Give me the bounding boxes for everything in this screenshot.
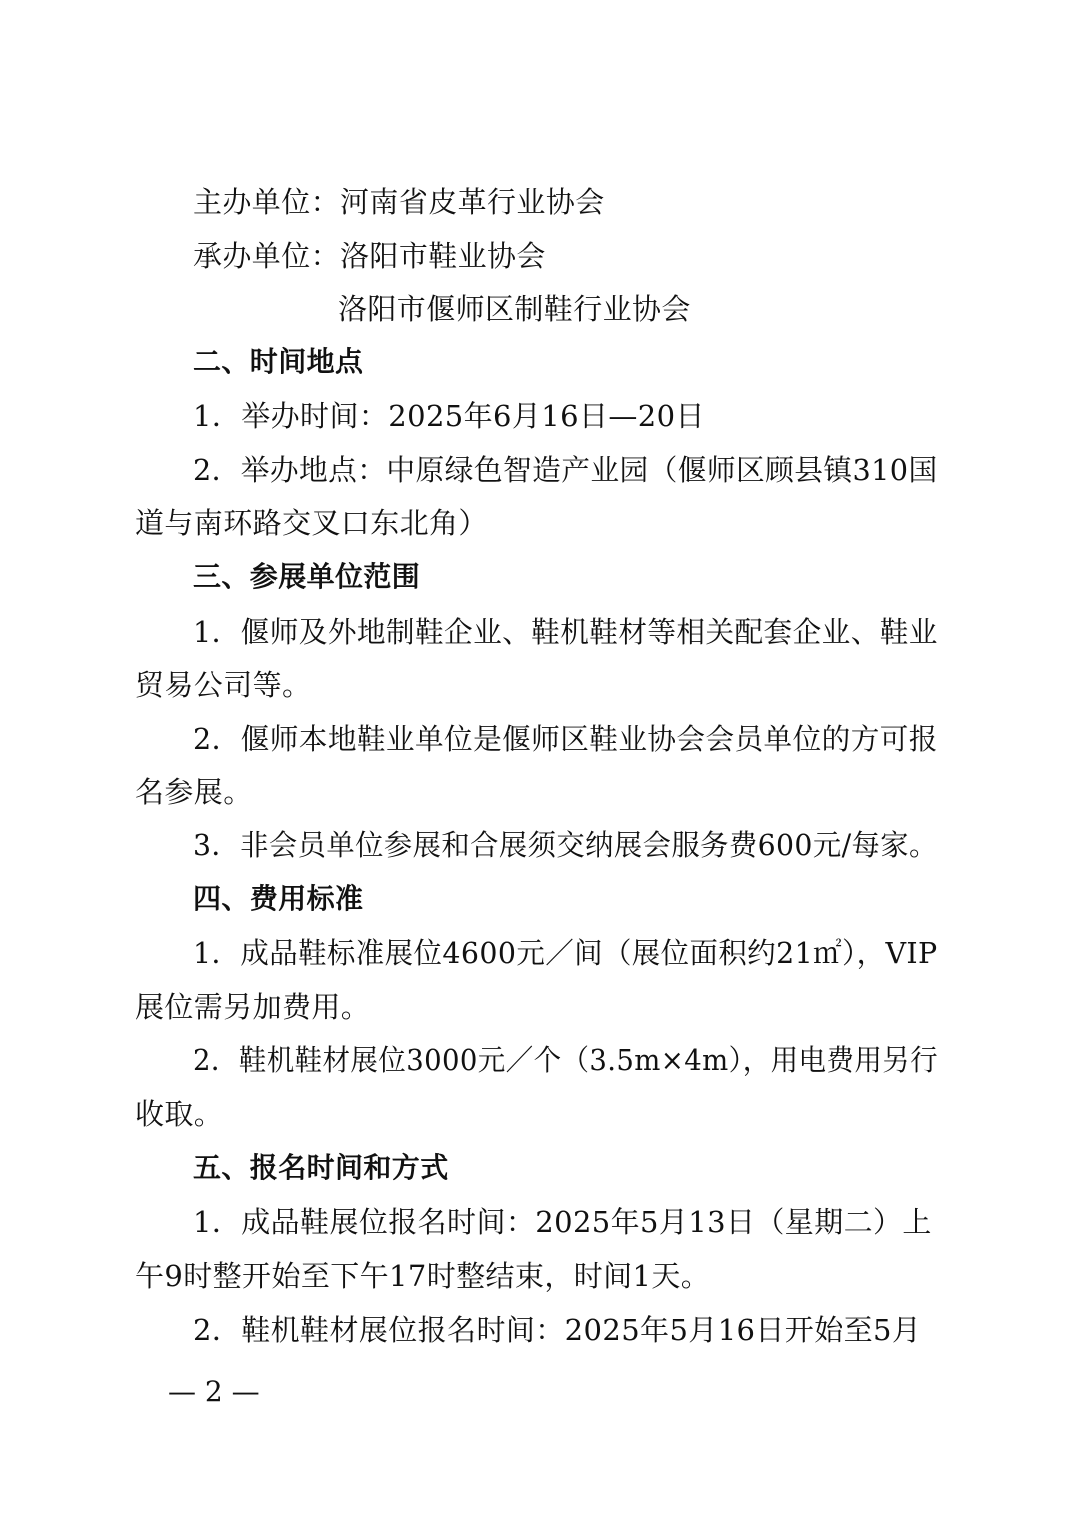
- host-value: 河南省皮革行业协会: [340, 185, 605, 219]
- scope-item2-line1: 2．偃师本地鞋业单位是偃师区鞋业协会会员单位的方可报: [193, 722, 938, 756]
- section-heading-scope: 三、参展单位范围: [193, 560, 421, 593]
- place-item-line2: 道与南环路交叉口东北角）: [135, 506, 488, 540]
- undertaker-value-1: 洛阳市鞋业协会: [340, 239, 546, 273]
- place-item-line1: 2．举办地点：中原绿色智造产业园（偃师区顾县镇310国: [193, 453, 938, 487]
- scope-item1-line1: 1．偃师及外地制鞋企业、鞋机鞋材等相关配套企业、鞋业: [193, 615, 938, 649]
- undertaker-value-2: 洛阳市偃师区制鞋行业协会: [338, 292, 691, 326]
- fees-item1-line2: 展位需另加费用。: [135, 990, 371, 1024]
- registration-item1-line2: 午9时整开始至下午17时整结束，时间1天。: [135, 1259, 711, 1293]
- host-line: [193, 182, 605, 222]
- scope-item1-line2: 贸易公司等。: [135, 668, 312, 702]
- fees-item2-line1: 2．鞋机鞋材展位3000元／个（3.5m×4m），用电费用另行: [193, 1043, 939, 1077]
- scope-item3: 3．非会员单位参展和合展须交纳展会服务费600元/每家。: [193, 828, 938, 862]
- time-item: 1．举办时间：2025年6月16日—20日: [193, 399, 705, 433]
- host-label: 主办单位：: [193, 185, 341, 219]
- page-number: — 2 —: [168, 1375, 260, 1408]
- registration-item2-line1: 2．鞋机鞋材展位报名时间：2025年5月16日开始至5月: [193, 1313, 922, 1347]
- section-heading-time-place: 二、时间地点: [193, 345, 364, 378]
- registration-item1-line1: 1．成品鞋展位报名时间：2025年5月13日（星期二）上: [193, 1205, 932, 1239]
- section-heading-fees: 四、费用标准: [193, 882, 364, 915]
- undertaker-label: 承办单位：: [193, 239, 341, 273]
- undertaker-line: [193, 236, 546, 276]
- fees-item1-line1: 1．成品鞋标准展位4600元／间（展位面积约21㎡），VIP: [193, 936, 938, 970]
- fees-item2-line2: 收取。: [135, 1097, 224, 1131]
- scope-item2-line2: 名参展。: [135, 775, 253, 809]
- section-heading-registration: 五、报名时间和方式: [193, 1151, 449, 1184]
